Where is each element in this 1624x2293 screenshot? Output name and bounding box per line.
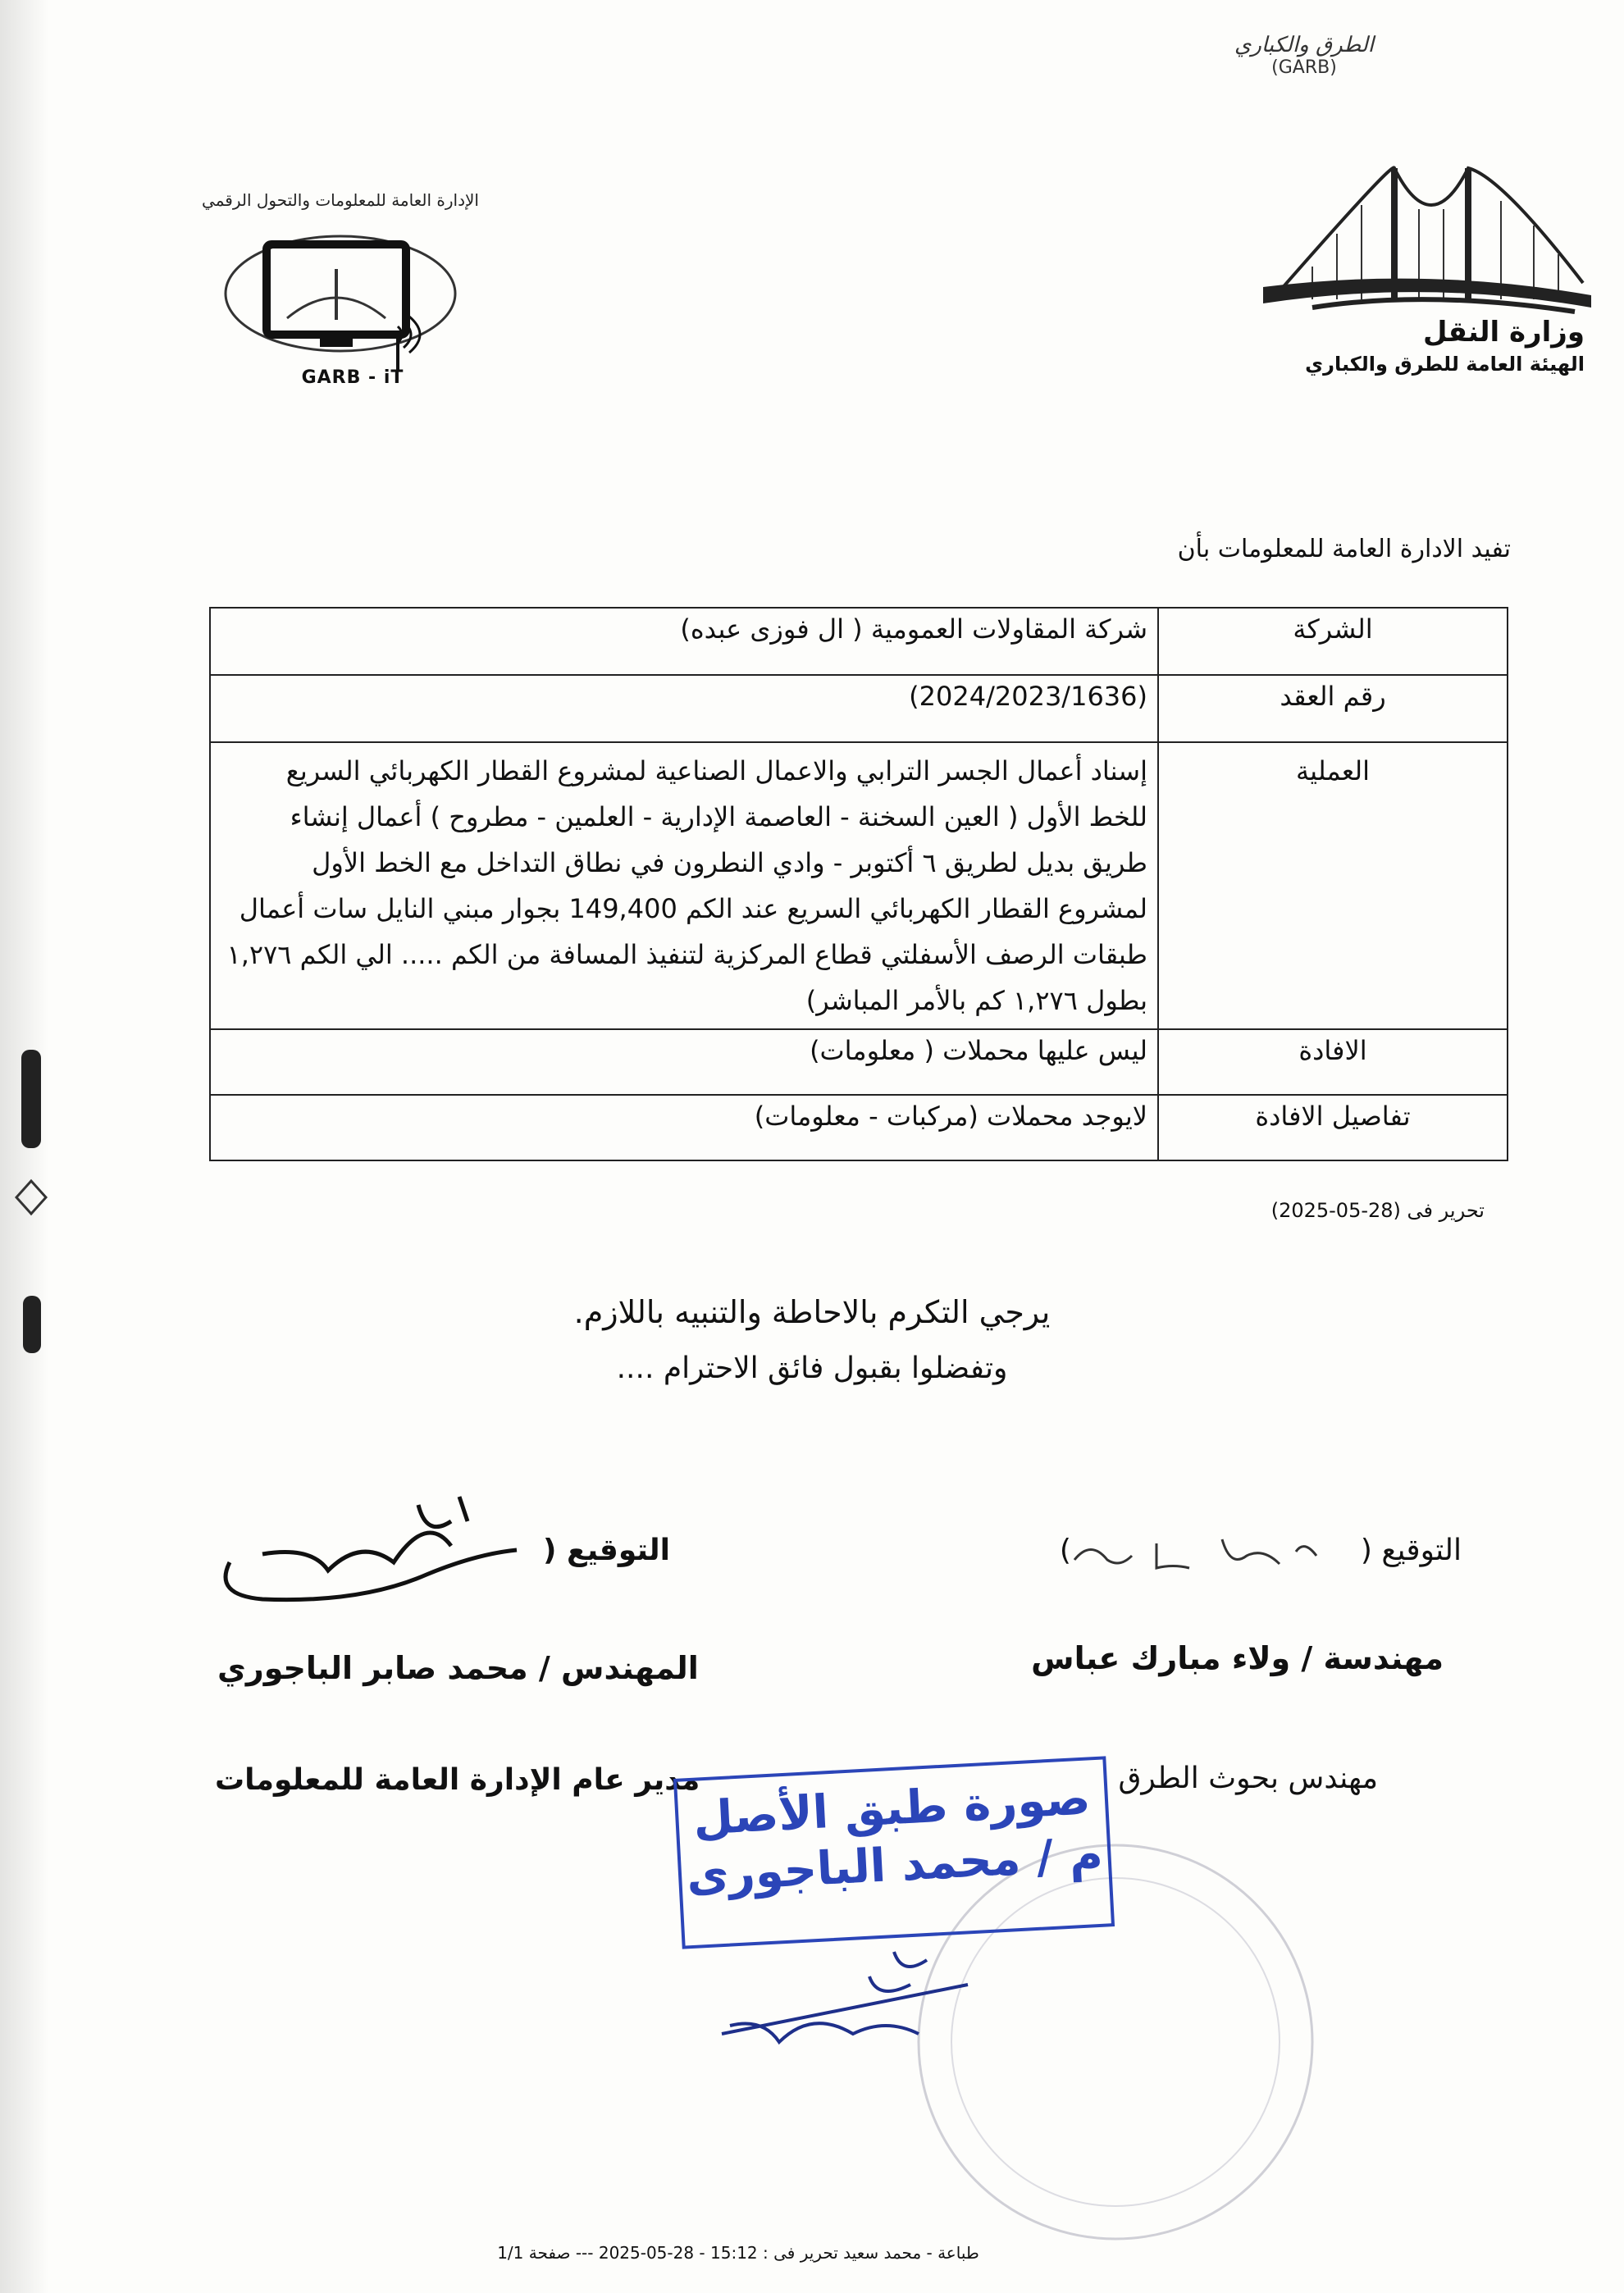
details-label: تفاصيل الافادة [1158, 1095, 1508, 1160]
table-row-company [210, 608, 1508, 675]
handwritten-header-line1: الطرق والكباري [1234, 33, 1374, 57]
true-copy-stamp [673, 1756, 1115, 1949]
print-footer [410, 2243, 1066, 2263]
left-signer-name: المهندس / محمد صابر الباجوري [217, 1650, 699, 1686]
issue-date [1271, 1199, 1485, 1222]
operation-label: العملية [1158, 742, 1508, 1029]
right-signature-open: التوقيع ( [1360, 1534, 1462, 1567]
ministry-bridge-logo [1263, 144, 1591, 316]
ministry-name: وزارة النقل [1423, 316, 1585, 349]
footer-page: --- صفحة 1/1 [497, 2243, 594, 2263]
company-value: شركة المقاولات العمومية ( ال فوزى عبده) [210, 608, 1158, 675]
company-label: الشركة [1158, 608, 1508, 675]
authority-name: الهيئة العامة للطرق والكباري [1305, 353, 1585, 376]
closing-line-1: يرجي التكرم بالاحاطة والتنبيه باللازم. [573, 1294, 1051, 1330]
left-signer-title: مدير عام الإدارة العامة للمعلومات [215, 1763, 700, 1797]
details-value: لايوجد محملات (مركبات - معلومات) [210, 1095, 1158, 1160]
issue-date-label: تحرير فى [1407, 1199, 1485, 1222]
handwritten-header-line2: (GARB) [1271, 57, 1337, 78]
contract-value-cell [210, 675, 1158, 742]
intro-text: تفيد الادارة العامة للمعلومات بأن [1177, 535, 1511, 563]
left-signature-label: التوقيع ( [543, 1534, 670, 1567]
stamp-line-2: م / محمد الباجورى [685, 1827, 1105, 1903]
contract-label: رقم العقد [1158, 675, 1508, 742]
it-logo-label: GARB - iT [301, 367, 404, 388]
benefit-label: الافادة [1158, 1029, 1508, 1095]
footer-datetime: 2025-05-28 - 15:12 [598, 2243, 758, 2263]
table-row-details [210, 1095, 1508, 1160]
right-signature-close: ) [1059, 1534, 1071, 1567]
right-signer-name: مهندسة / ولاء مبارك عباس [1031, 1640, 1444, 1676]
certificate-table [209, 607, 1508, 1161]
closing-line-2: وتفضلوا بقبول فائق الاحترام .... [616, 1352, 1008, 1385]
issue-date-value: (2025-05-28) [1270, 1199, 1401, 1222]
contract-value: (2024/2023/1636) [909, 681, 1147, 712]
table-row-operation [210, 742, 1508, 1029]
table-row-contract [210, 675, 1508, 742]
left-signature-scribble [213, 1488, 541, 1611]
stamp-line-1: صورة طبق الأصل [691, 1771, 1092, 1846]
footer-printer: طباعة - محمد سعيد تحرير فى : [763, 2243, 979, 2263]
benefit-value: ليس عليها محملات ( معلومات) [210, 1029, 1158, 1095]
right-signature-scribble [1066, 1527, 1329, 1576]
operation-value: إسناد أعمال الجسر الترابي والاعمال الصناعية لمشروع القطار الكهربائي السريع للخط الأول ( العين السخنة - العاصمة الإدارية - العلمين - مطروح ) أعمال إنشاء طريق بديل لطريق ٦ أكتوبر - وادي النطرون في نطاق التداخل مع الخط الأول لمشروع القطار الكهربائي السريع عند الكم 149,400 بجوار مبني النايل سات أعمال طبقات الرصف الأسفلتي قطاع المركزية لتنفيذ المسافة من الكم ..... الي الكم ١,٢٧٦ بطول ١,٢٧٦ كم بالأمر المباشر) [210, 742, 1158, 1029]
handwritten-header [1156, 33, 1452, 78]
it-department-name: الإدارة العامة للمعلومات والتحول الرقمي [202, 190, 479, 210]
stamp-signature-scribble [705, 1935, 984, 2067]
table-row-benefit [210, 1029, 1508, 1095]
right-signer-title: مهندس بحوث الطرق [1118, 1762, 1378, 1795]
